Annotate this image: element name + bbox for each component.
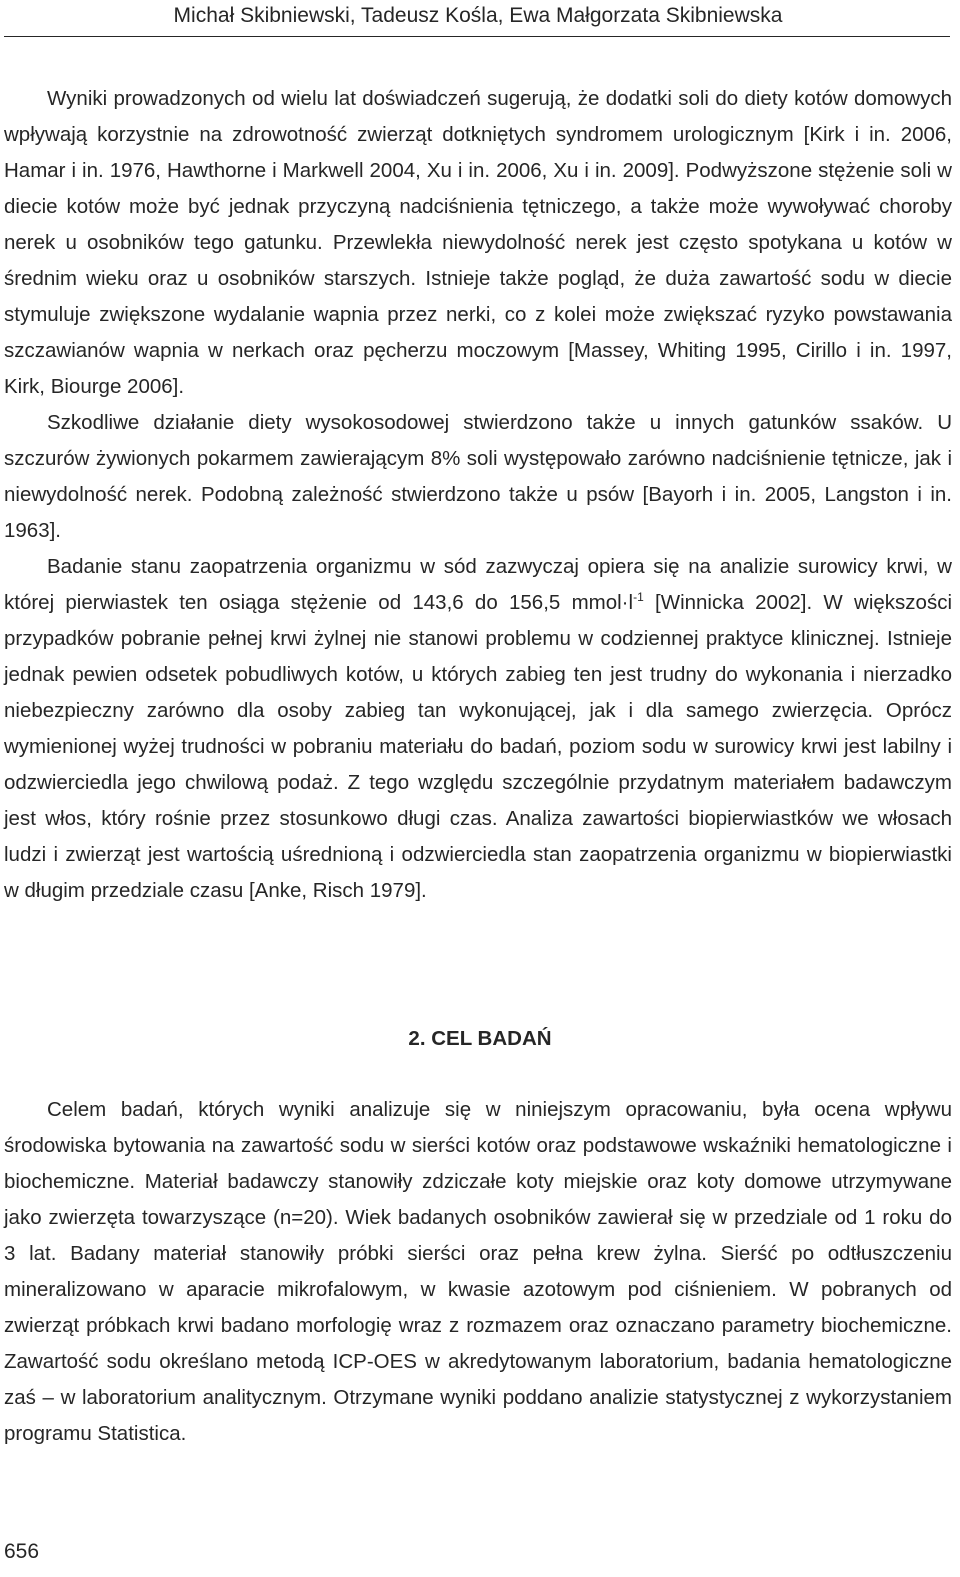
header-rule [4,36,950,37]
paragraph-text-end: [Winnicka 2002]. W większości przypadków pobranie pełnej krwi żylnej nie stanowi problemu w codziennej praktyce klinicznej. Istnieje jednak pewien odsetek pobudliwych kotów, u których zabieg ten jest trudny do wykonania i nierzadko niebezpieczny zarówno dla osoby zabieg tan wykonującej, jak i dla samego zwierzęcia. Oprócz wymienionej wyżej trudności w pobraniu materiału do badań, poziom sodu w surowicy krwi jest labilny i odzwierciedla jego chwilową podaż. Z tego względu szczególnie przydatnym materiałem badawczym jest włos, który rośnie przez stosunkowo długi czas. Analiza zawartości biopierwiastków we włosach ludzi i zwierząt jest wartością uśrednioną i odzwierciedla stan zaopatrzenia organizmu w biopierwiastki w długim przedziale czasu [Anke, Risch 1979]. [4,591,953,902]
paragraph-salt-benefits: Wyniki prowadzonych od wielu lat doświadczeń sugerują, że dodatki soli do diety kotów domowych wpływają korzystnie na zdrowotność zwierząt dotkniętych syndromem urologicznym [Kirk i in. 2006, Hamar i in. 1976, Hawthorne i Markwell 2004, Xu i in. 2006, Xu i in. 2009]. Podwyższone stężenie soli w diecie kotów może być jednak przyczyną nadciśnienia tętniczego, a także może wywoływać choroby nerek u osobników tego gatunku. Przewlekła niewydolność nerek jest często spotykana u kotów w średnim wieku oraz u osobników starszych. Istnieje także pogląd, że duża zawartość sodu w diecie stymuluje zwiększone wydalanie wapnia przez nerki, co z kolei może zwiększać ryzyko powstawania szczawianów wapnia w nerkach oraz pęcherzu moczowym [Massey, Whiting 1995, Cirillo i in. 1997, Kirk, Biourge 2006]. [4,87,952,398]
running-header: Michał Skibniewski, Tadeusz Kośla, Ewa Małgorzata Skibniewska [173,4,783,27]
paragraph-text-start: Badanie stanu zaopatrzenia organizmu w sód zazwyczaj opiera się na analizie surowicy krwi, w której pierwiastek ten osiąga stężenie od 143,6 do 156,5 mmol·l [4,555,952,614]
page-number: 656 [4,1540,40,1563]
section-heading: 2. CEL BADAŃ [408,1027,552,1050]
section-text [4,1092,952,1452]
paragraph-other-species: Szkodliwe działanie diety wysokosodowej stwierdzono także u innych gatunków ssaków. U szczurów żywionych pokarmem zawierającym 8% soli występowało zarówno nadciśnienie tętnicze, jak i niewydolność nerek. Podobną zależność stwierdzono także u psów [Bayorh i in. 2005, Langston i in. 1963]. [4,411,952,542]
unit-exponent: -1 [633,590,644,604]
introduction-text [4,81,952,909]
paragraph-sodium-assessment [4,549,952,909]
paragraph-aims: Celem badań, których wyniki analizuje się w niniejszym opracowaniu, była ocena wpływu środowiska bytowania na zawartość sodu w sierści kotów oraz podstawowe wskaźniki hematologiczne i biochemiczne. Materiał badawczy stanowiły zdziczałe koty miejskie oraz koty domowe utrzymywane jako zwierzęta towarzyszące (n=20). Wiek badanych osobników zawierał się w przedziale od 1 roku do 3 lat. Badany materiał stanowiły próbki sierści oraz pełna krew żylna. Sierść po odtłuszczeniu mineralizowano w aparacie mikrofalowym, w kwasie azotowym pod ciśnieniem. W pobranych od zwierząt próbkach krwi badano morfologię wraz z rozmazem oraz oznaczano parametry biochemiczne. Zawartość sodu określano metodą ICP-OES w akredytowanym laboratorium, badania hematologiczne zaś – w laboratorium analitycznym. Otrzymane wyniki poddano analizie statystycznej z wykorzystaniem programu Statistica. [4,1098,952,1445]
